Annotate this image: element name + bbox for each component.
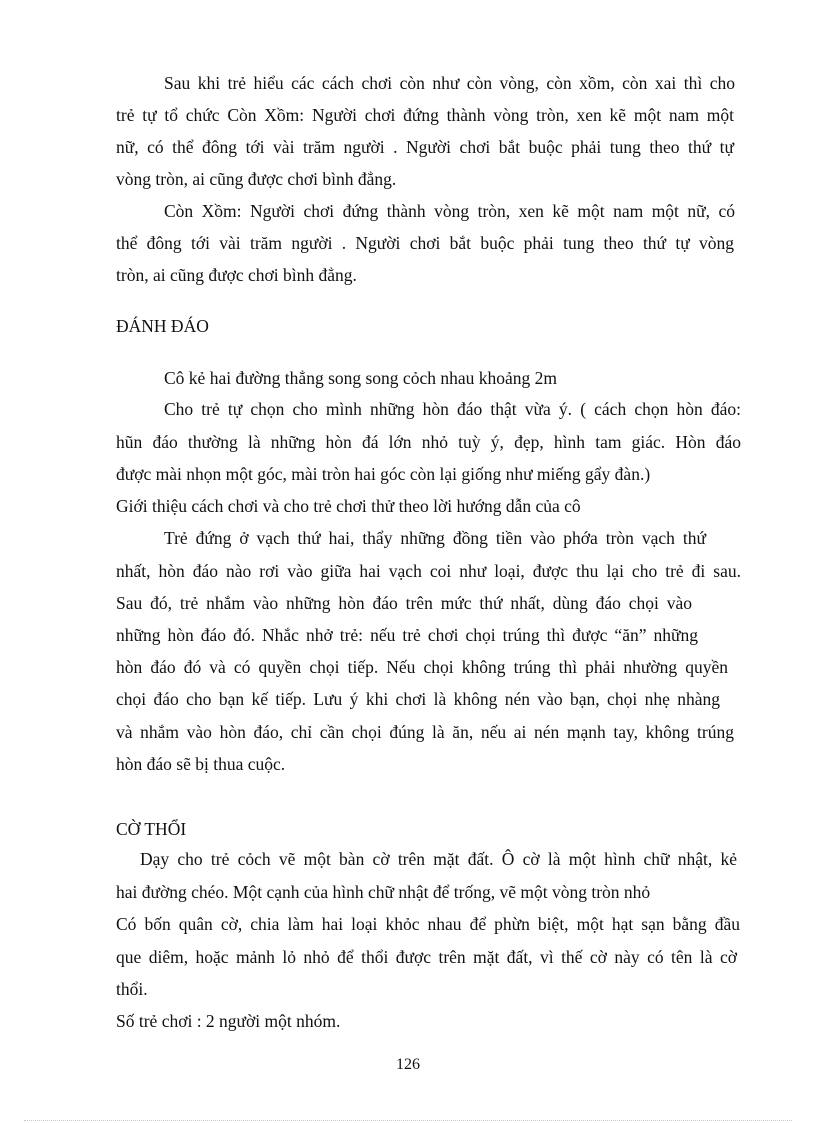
text-line: được mài nhọn một góc, mài tròn hai góc còn lại giống như miếng gẩy đàn.) [116, 464, 651, 484]
text-line: vòng tròn, ai cũng được chơi bình đẳng. [116, 169, 397, 189]
text-line: que diêm, hoặc mảnh lỏ nhỏ để thổi được trên mặt đất, vì thế cờ này có tên là cờ [116, 947, 737, 967]
text-line: thổi. [116, 979, 148, 999]
text-line: nhất, hòn đáo nào rơi vào giữa hai vạch coi như loại, được thu lại cho trẻ đi sau. [116, 561, 741, 581]
text-line: Sau khi trẻ hiểu các cách chơi còn như còn vòng, còn xồm, còn xai thì cho [164, 73, 735, 93]
text-line: hai đường chéo. Một cạnh của hình chữ nhật để trống, vẽ một vòng tròn nhỏ [116, 882, 651, 902]
text-line: tròn, ai cũng được chơi bình đẳng. [116, 265, 357, 285]
page-bottom-divider [24, 1120, 792, 1121]
section-heading-danh-dao: ĐÁNH ĐÁO [116, 316, 209, 336]
text-line: hũn đáo thường là những hòn đá lớn nhỏ tuỳ ý, đẹp, hình tam giác. Hòn đáo [116, 432, 741, 452]
text-line: Có bốn quân cờ, chia làm hai loại khỏc nhau để phừn biệt, một hạt sạn bằng đầu [116, 914, 740, 934]
text-line: nữ, có thể đông tới vài trăm người . Người chơi bắt buộc phải tung theo thứ tự [116, 137, 734, 157]
text-line: Cho trẻ tự chọn cho mình những hòn đáo thật vừa ý. ( cách chọn hòn đáo: [164, 399, 741, 419]
text-line: hòn đáo sẽ bị thua cuộc. [116, 754, 286, 774]
text-line: những hòn đáo đó. Nhắc nhở trẻ: nếu trẻ chơi chọi trúng thì được “ăn” những [116, 625, 698, 645]
page-number: 126 [396, 1056, 420, 1073]
text-line: Cô kẻ hai đường thẳng song song cỏch nhau khoảng 2m [164, 368, 557, 388]
text-line: Còn Xồm: Người chơi đứng thành vòng tròn, xen kẽ một nam một nữ, có [164, 201, 735, 221]
text-line: Giới thiệu cách chơi và cho trẻ chơi thử theo lời hướng dẫn của cô [116, 496, 581, 516]
text-line: Trẻ đứng ở vạch thứ hai, thẩy những đồng tiền vào phớa tròn vạch thứ [164, 528, 706, 548]
text-line: thể đông tới vài trăm người . Người chơi bắt buộc phải tung theo thứ tự vòng [116, 233, 734, 253]
section-heading-co-thoi: CỜ THỔI [116, 819, 187, 839]
text-line: Dạy cho trẻ cỏch vẽ một bàn cờ trên mặt đất. Ô cờ là một hình chữ nhật, kẻ [140, 849, 737, 869]
text-line: Sau đó, trẻ nhắm vào những hòn đáo trên mức thứ nhất, dùng đáo chọi vào [116, 593, 692, 613]
text-line: Số trẻ chơi : 2 người một nhóm. [116, 1011, 341, 1031]
text-line: hòn đáo đó và có quyền chọi tiếp. Nếu chọi không trúng thì phải nhường quyền [116, 657, 728, 677]
text-line: và nhắm vào hòn đáo, chỉ cần chọi đúng là ăn, nếu ai nén mạnh tay, không trúng [116, 722, 734, 742]
text-line: chọi đáo cho bạn kế tiếp. Lưu ý khi chơi là không nén vào bạn, chọi nhẹ nhàng [116, 689, 720, 709]
text-line: trẻ tự tổ chức Còn Xồm: Người chơi đứng thành vòng tròn, xen kẽ một nam một [116, 105, 734, 125]
